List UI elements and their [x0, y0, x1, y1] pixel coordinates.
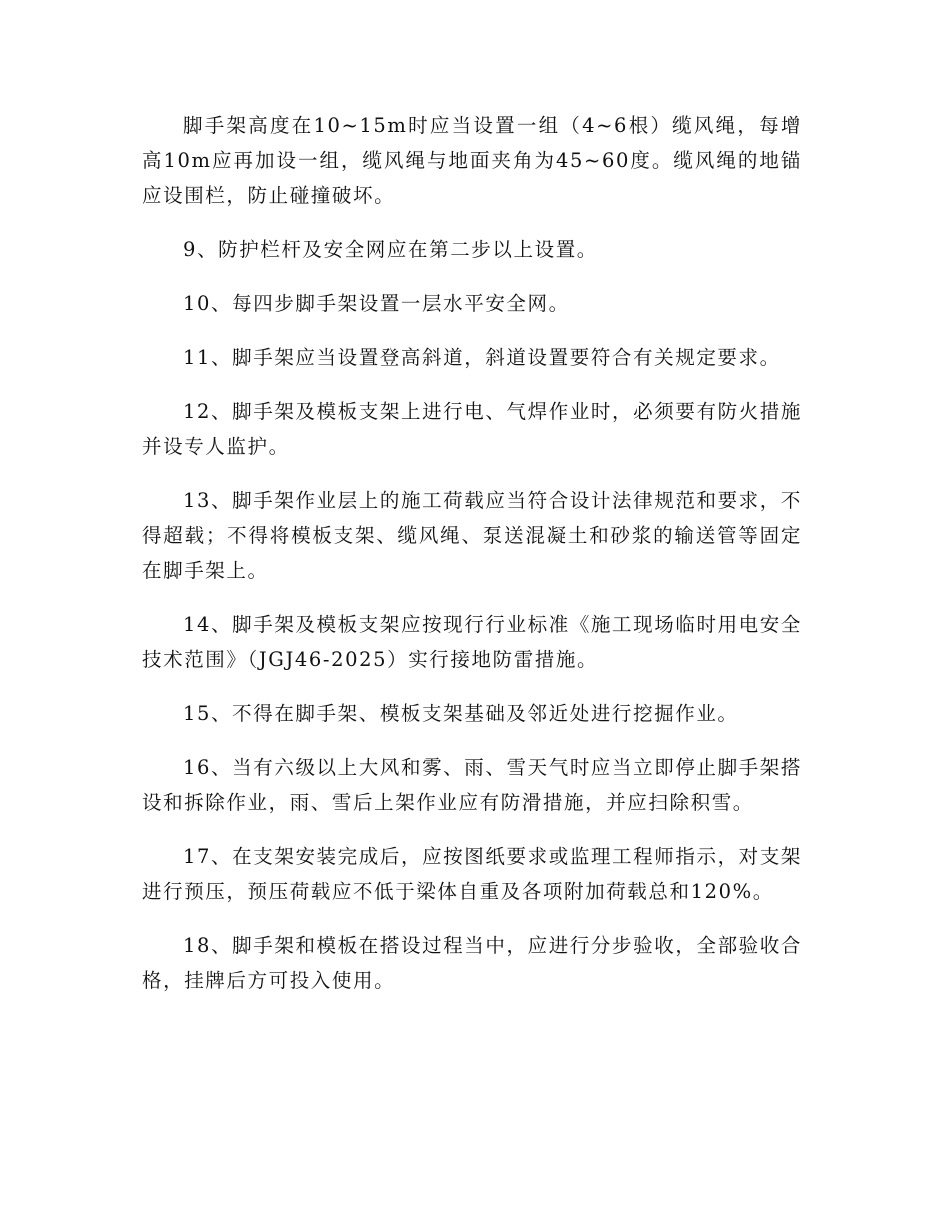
- paragraph-item-17: 17、在支架安装完成后，应按图纸要求或监理工程师指示，对支架进行预压，预压荷载应不低于梁体自重及各项附加荷载总和120%。: [142, 845, 802, 903]
- paragraph-item-12: 12、脚手架及模板支架上进行电、气焊作业时，必须要有防火措施并设专人监护。: [142, 400, 802, 458]
- paragraph-item-14: 14、脚手架及模板支架应按现行行业标准《施工现场临时用电安全技术范围》（JGJ46-2025）实行接地防雷措施。: [142, 613, 802, 671]
- paragraph-item-18: 18、脚手架和模板在搭设过程当中，应进行分步验收，全部验收合格，挂牌后方可投入使用。: [142, 934, 802, 992]
- paragraph-scaffold-guy-ropes: 脚手架高度在10~15m时应当设置一组（4~6根）缆风绳，每增高10m应再加设一组，缆风绳与地面夹角为45~60度。缆风绳的地锚应设围栏，防止碰撞破坏。: [142, 114, 802, 207]
- document-page: [142, 108, 802, 1017]
- paragraph-item-10: 10、每四步脚手架设置一层水平安全网。: [183, 292, 570, 315]
- paragraph-item-13: 13、脚手架作业层上的施工荷载应当符合设计法律规范和要求，不得超载；不得将模板支架、缆风绳、泵送混凝土和砂浆的输送管等固定在脚手架上。: [142, 489, 802, 582]
- paragraph-item-11: 11、脚手架应当设置登高斜道，斜道设置要符合有关规定要求。: [183, 346, 781, 369]
- paragraph-item-9: 9、防护栏杆及安全网应在第二步以上设置。: [183, 238, 598, 261]
- paragraph-item-15: 15、不得在脚手架、模板支架基础及邻近处进行挖掘作业。: [183, 702, 739, 725]
- paragraph-item-16: 16、当有六级以上大风和雾、雨、雪天气时应当立即停止脚手架搭设和拆除作业，雨、雪后上架作业应有防滑措施，并应扫除积雪。: [142, 756, 802, 814]
